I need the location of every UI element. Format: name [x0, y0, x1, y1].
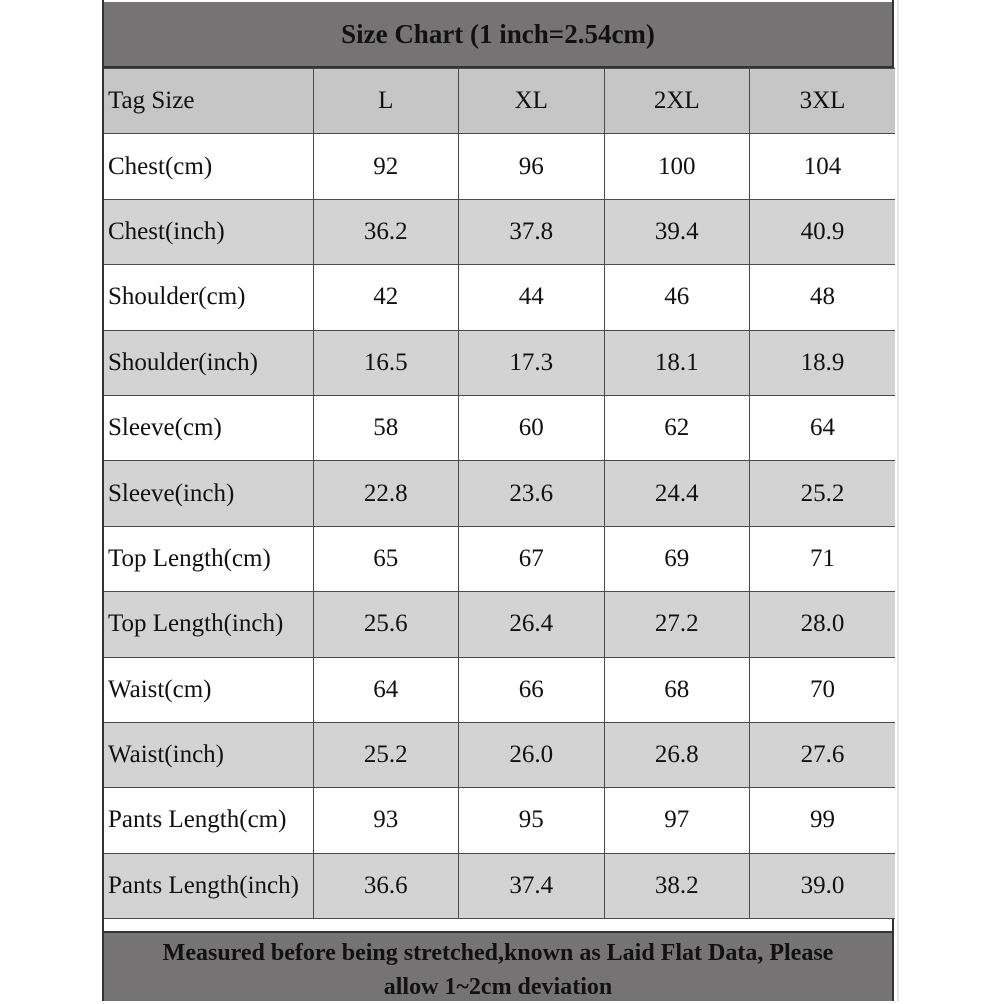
cell-value: 99 — [750, 788, 896, 853]
cell-value: 104 — [750, 134, 896, 199]
cell-value: 44 — [459, 265, 605, 330]
row-label: Pants Length(cm) — [104, 788, 313, 853]
cell-value: 28.0 — [750, 592, 896, 657]
cell-value: 66 — [459, 657, 605, 722]
chart-title: Size Chart (1 inch=2.54cm) — [104, 2, 892, 68]
cell-value: 68 — [604, 657, 750, 722]
table-row — [104, 199, 895, 264]
row-label: Sleeve(cm) — [104, 395, 313, 460]
right-edge-line — [897, 0, 899, 1001]
cell-value: 70 — [750, 657, 896, 722]
row-label: Shoulder(cm) — [104, 265, 313, 330]
row-label: Top Length(cm) — [104, 526, 313, 591]
cell-value: 36.6 — [313, 853, 459, 918]
cell-value: 58 — [313, 395, 459, 460]
cell-value: 16.5 — [313, 330, 459, 395]
table-header-row — [104, 69, 895, 134]
note-line-2: allow 1~2cm deviation — [383, 974, 613, 1000]
cell-value: 96 — [459, 134, 605, 199]
header-size-xl: XL — [459, 69, 605, 134]
cell-value: 27.2 — [604, 592, 750, 657]
cell-value: 64 — [750, 395, 896, 460]
cell-value: 26.8 — [604, 722, 750, 787]
cell-value: 36.2 — [313, 199, 459, 264]
cell-value: 92 — [313, 134, 459, 199]
cell-value: 97 — [604, 788, 750, 853]
row-label: Pants Length(inch) — [104, 853, 313, 918]
cell-value: 25.2 — [750, 461, 896, 526]
header-size-3xl: 3XL — [750, 69, 896, 134]
row-label: Top Length(inch) — [104, 592, 313, 657]
header-size-l: L — [313, 69, 459, 134]
note-line-1: Measured before being stretched,known as Laid Flat Data, Please — [162, 940, 834, 966]
cell-value: 65 — [313, 526, 459, 591]
table-row — [104, 265, 895, 330]
header-size-2xl: 2XL — [604, 69, 750, 134]
row-label: Waist(cm) — [104, 657, 313, 722]
cell-value: 64 — [313, 657, 459, 722]
cell-value: 38.2 — [604, 853, 750, 918]
cell-value: 22.8 — [313, 461, 459, 526]
cell-value: 26.0 — [459, 722, 605, 787]
cell-value: 26.4 — [459, 592, 605, 657]
cell-value: 27.6 — [750, 722, 896, 787]
row-label: Chest(inch) — [104, 199, 313, 264]
table-row — [104, 592, 895, 657]
row-label: Shoulder(inch) — [104, 330, 313, 395]
cell-value: 37.8 — [459, 199, 605, 264]
cell-value: 25.6 — [313, 592, 459, 657]
table-row — [104, 330, 895, 395]
cell-value: 25.2 — [313, 722, 459, 787]
size-chart — [102, 0, 894, 1001]
header-label: Tag Size — [104, 69, 313, 134]
cell-value: 100 — [604, 134, 750, 199]
cell-value: 39.0 — [750, 853, 896, 918]
cell-value: 71 — [750, 526, 896, 591]
row-label: Waist(inch) — [104, 722, 313, 787]
table-row — [104, 788, 895, 853]
cell-value: 24.4 — [604, 461, 750, 526]
row-label: Sleeve(inch) — [104, 461, 313, 526]
cell-value: 46 — [604, 265, 750, 330]
size-table — [104, 68, 895, 919]
cell-value: 42 — [313, 265, 459, 330]
measurement-note — [104, 931, 892, 1001]
table-row — [104, 461, 895, 526]
table-row — [104, 722, 895, 787]
table-row — [104, 657, 895, 722]
cell-value: 62 — [604, 395, 750, 460]
cell-value: 60 — [459, 395, 605, 460]
cell-value: 48 — [750, 265, 896, 330]
cell-value: 37.4 — [459, 853, 605, 918]
cell-value: 17.3 — [459, 330, 605, 395]
row-label: Chest(cm) — [104, 134, 313, 199]
cell-value: 40.9 — [750, 199, 896, 264]
cell-value: 67 — [459, 526, 605, 591]
cell-value: 18.9 — [750, 330, 896, 395]
cell-value: 18.1 — [604, 330, 750, 395]
cell-value: 93 — [313, 788, 459, 853]
cell-value: 69 — [604, 526, 750, 591]
cell-value: 95 — [459, 788, 605, 853]
table-row — [104, 395, 895, 460]
table-row — [104, 853, 895, 918]
table-row — [104, 134, 895, 199]
cell-value: 23.6 — [459, 461, 605, 526]
table-row — [104, 526, 895, 591]
cell-value: 39.4 — [604, 199, 750, 264]
